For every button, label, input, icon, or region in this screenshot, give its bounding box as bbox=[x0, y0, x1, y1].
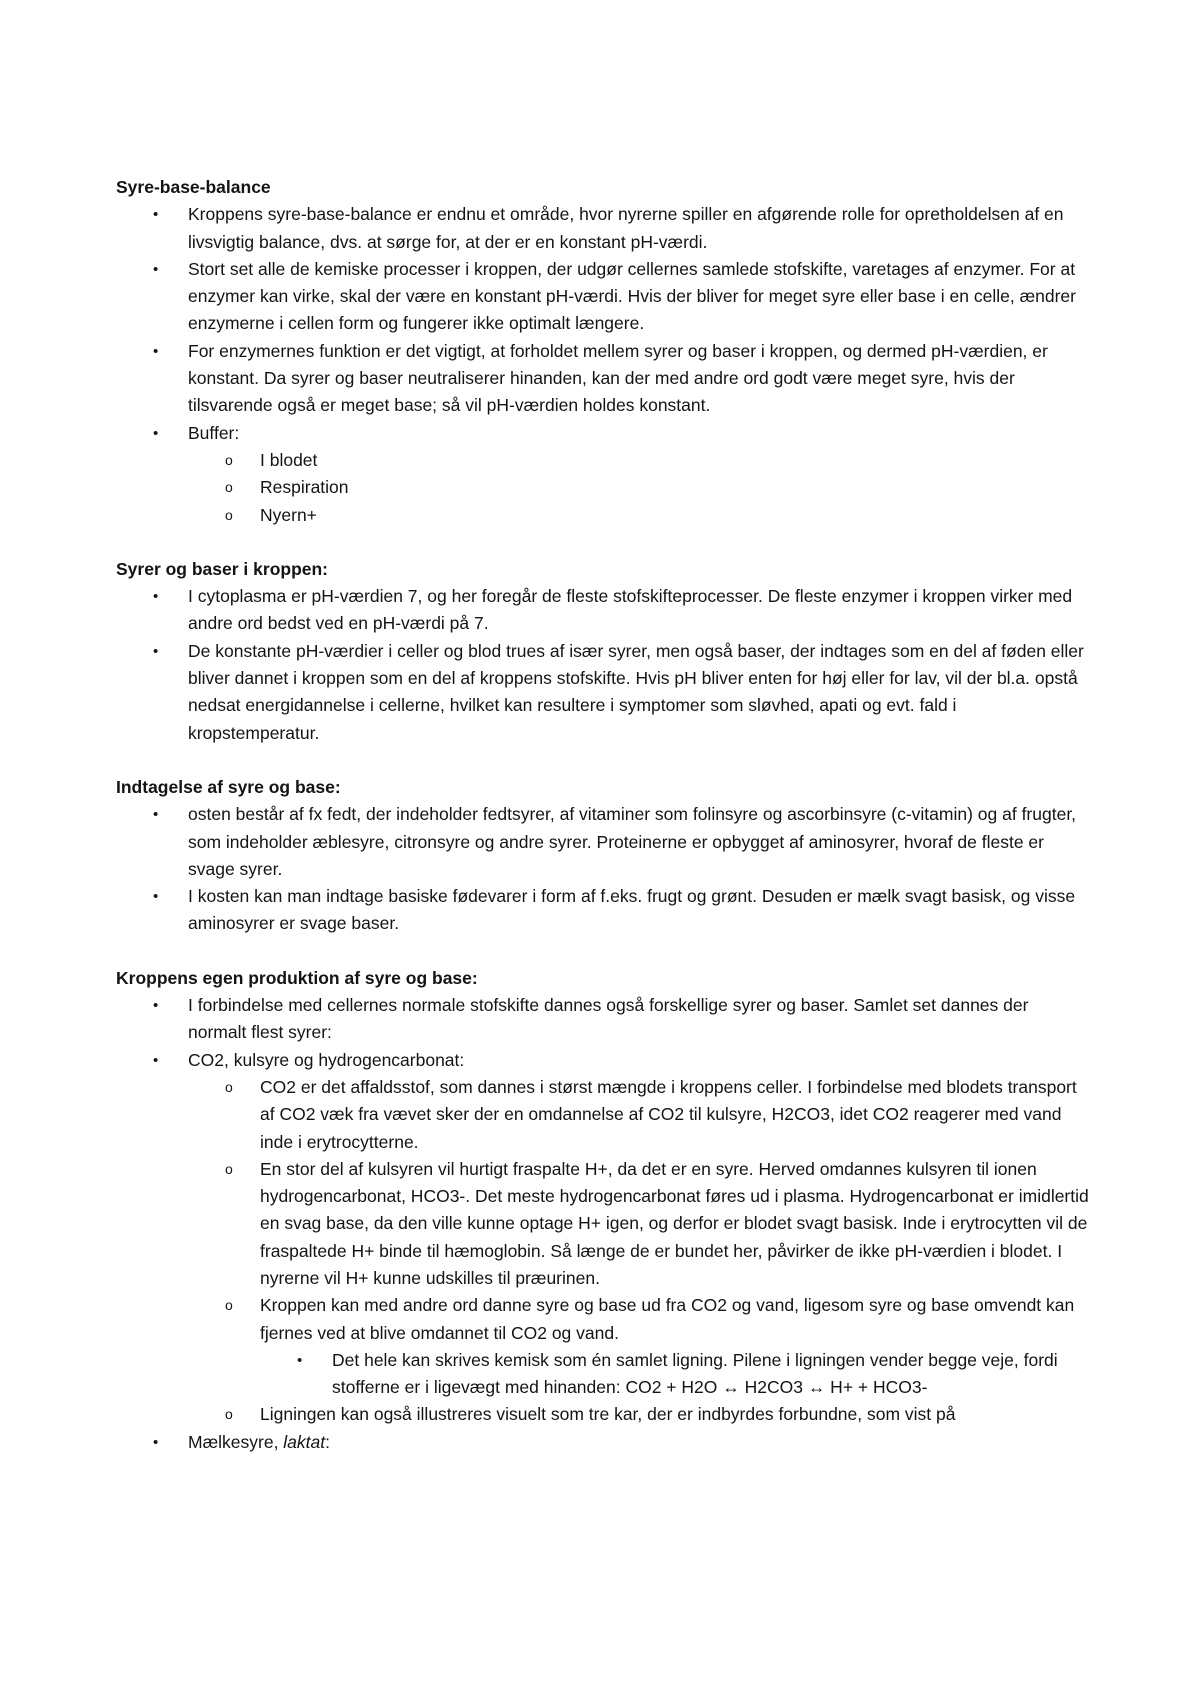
bullet-icon: • bbox=[153, 342, 159, 360]
sub-list-item bbox=[116, 1401, 1091, 1428]
bullet-icon: • bbox=[153, 260, 159, 278]
sub-list-item-text: Nyern+ bbox=[260, 504, 317, 525]
document-content bbox=[116, 174, 1091, 1483]
list-item bbox=[116, 1429, 1091, 1456]
section-syre-base-balance bbox=[116, 174, 1091, 529]
list-item bbox=[116, 583, 1091, 638]
sub-list bbox=[188, 1074, 1091, 1429]
sub-sub-list-item bbox=[116, 1347, 1091, 1402]
circle-bullet-icon: o bbox=[225, 479, 233, 496]
circle-bullet-icon: o bbox=[225, 1297, 233, 1314]
bullet-list bbox=[116, 801, 1091, 937]
square-bullet-icon: • bbox=[297, 1351, 303, 1369]
list-item bbox=[116, 1047, 1091, 1429]
bullet-icon: • bbox=[153, 1433, 159, 1451]
list-item-text: De konstante pH-værdier i celler og blod trues af især syrer, men også baser, der indtages som en del af føden eller bliver dannet i kroppen som en del af kroppens stofskifte. Hvis pH bliver enten for høj eller for lav, vil der bl.a. opstå nedsat energidannelse i cellerne, hvilket kan resultere i symptomer som sløvhed, apati og evt. fald i kropstemperatur. bbox=[188, 640, 1084, 743]
list-item bbox=[116, 883, 1091, 938]
sub-list-item bbox=[116, 474, 1091, 501]
sub-list-item-text: Ligningen kan også illustreres visuelt som tre kar, der er indbyrdes forbundne, som vist på bbox=[260, 1404, 956, 1425]
sub-list bbox=[188, 447, 1091, 529]
list-item-text: I cytoplasma er pH-værdien 7, og her foregår de fleste stofskifteprocesser. De fleste enzymer i kroppen virker med andre ord bedst ved en pH-værdi på 7. bbox=[188, 586, 1073, 634]
section-egen-produktion bbox=[116, 965, 1091, 1456]
list-item-text: CO2, kulsyre og hydrogencarbonat: bbox=[188, 1049, 465, 1070]
sub-list-item bbox=[116, 1074, 1091, 1156]
bullet-icon: • bbox=[153, 806, 159, 824]
section-heading: Kroppens egen produktion af syre og base: bbox=[116, 967, 478, 988]
list-item bbox=[116, 992, 1091, 1047]
list-item-text: For enzymernes funktion er det vigtigt, at forholdet mellem syrer og baser i kroppen, og dermed pH-værdien, er konstant. Da syrer og baser neutraliserer hinanden, kan der med andre ord godt være meget syre, hvis der tilsvarende også er meget base; så vil pH-værdien holdes konstant. bbox=[188, 340, 1048, 416]
list-item bbox=[116, 420, 1091, 529]
list-item bbox=[116, 256, 1091, 338]
sub-list-item-text: Kroppen kan med andre ord danne syre og base ud fra CO2 og vand, ligesom syre og base omvendt kan fjernes ved at blive omdannet til CO2 og vand. bbox=[260, 1295, 1075, 1343]
equation-text: Det hele kan skrives kemisk som én samlet ligning. Pilene i ligningen vender begge veje, fordi stofferne er i ligevægt med hinanden: CO2 + H2O ↔ H2CO3 ↔ H+ + HCO3- bbox=[332, 1349, 1058, 1398]
section-syrer-og-baser bbox=[116, 556, 1091, 747]
bullet-icon: • bbox=[153, 588, 159, 606]
bullet-icon: • bbox=[153, 642, 159, 660]
list-item bbox=[116, 201, 1091, 256]
list-item-text: I forbindelse med cellernes normale stofskifte dannes også forskellige syrer og baser. Samlet set dannes der normalt flest syrer: bbox=[188, 995, 1029, 1043]
list-item bbox=[116, 638, 1091, 747]
sub-list-item bbox=[116, 1156, 1091, 1292]
sub-sub-list bbox=[260, 1347, 1091, 1402]
sub-list-item-text: Respiration bbox=[260, 477, 349, 498]
circle-bullet-icon: o bbox=[225, 1406, 233, 1423]
sub-list-item-text: En stor del af kulsyren vil hurtigt fraspalte H+, da det er en syre. Herved omdannes kulsyren til ionen hydrogencarbonat, HCO3-. Det meste hydrogencarbonat føres ud i plasma. Hydrogencarbonat er imidlertid en svag base, da den ville kunne optage H+ igen, og derfor er blodet svagt basisk. Inde i erytrocytten vil de fraspaltede H+ binde til hæmoglobin. Så længe de er bundet her, påvirker de ikke pH-værdien i blodet. I nyrerne vil H+ kunne udskilles til præurinen. bbox=[260, 1158, 1089, 1288]
list-item-text: Buffer: bbox=[188, 422, 240, 443]
list-item-text: Kroppens syre-base-balance er endnu et område, hvor nyrerne spiller en afgørende rolle for opretholdelsen af en livsvigtig balance, dvs. at sørge for, at der er en konstant pH-værdi. bbox=[188, 204, 1064, 252]
list-item bbox=[116, 338, 1091, 420]
list-item bbox=[116, 801, 1091, 883]
bullet-icon: • bbox=[153, 997, 159, 1015]
list-item-text: I kosten kan man indtage basiske fødevarer i form af f.eks. frugt og grønt. Desuden er mælk svagt basisk, og visse aminosyrer er svage baser. bbox=[188, 886, 1076, 934]
sub-list-item bbox=[116, 1292, 1091, 1401]
bullet-list bbox=[116, 201, 1091, 529]
circle-bullet-icon: o bbox=[225, 1078, 233, 1095]
list-item-text: Stort set alle de kemiske processer i kroppen, der udgør cellernes samlede stofskifte, varetages af enzymer. For at enzymer kan virke, skal der være en konstant pH-værdi. Hvis der bliver for meget syre eller base i en celle, ændrer enzymerne i cellen form og fungerer ikke optimalt længere. bbox=[188, 258, 1076, 334]
bullet-icon: • bbox=[153, 424, 159, 442]
sub-list-item bbox=[116, 502, 1091, 529]
bullet-icon: • bbox=[153, 888, 159, 906]
list-item-text: osten består af fx fedt, der indeholder fedtsyrer, af vitaminer som folinsyre og ascorbinsyre (c-vitamin) og af frugter, som indeholder æblesyre, citronsyre og andre syrer. Proteinerne er opbygget af aminosyrer, hvoraf de fleste er svage syrer. bbox=[188, 804, 1077, 879]
circle-bullet-icon: o bbox=[225, 506, 233, 523]
bullet-list bbox=[116, 992, 1091, 1456]
bullet-icon: • bbox=[153, 206, 159, 224]
section-heading: Syre-base-balance bbox=[116, 177, 271, 197]
circle-bullet-icon: o bbox=[225, 451, 233, 468]
lactate-italic: laktat bbox=[283, 1431, 326, 1452]
section-indtagelse bbox=[116, 774, 1091, 938]
lactate-suffix: : bbox=[325, 1431, 330, 1452]
lactate-prefix: Mælkesyre, bbox=[188, 1431, 284, 1452]
bullet-list bbox=[116, 583, 1091, 747]
sub-list-item bbox=[116, 447, 1091, 474]
section-heading: Syrer og baser i kroppen: bbox=[116, 558, 329, 579]
circle-bullet-icon: o bbox=[225, 1160, 233, 1177]
section-heading: Indtagelse af syre og base: bbox=[116, 776, 341, 797]
bullet-icon: • bbox=[153, 1051, 159, 1069]
sub-list-item-text: I blodet bbox=[260, 449, 318, 470]
sub-list-item-text: CO2 er det affaldsstof, som dannes i størst mængde i kroppens celler. I forbindelse med blodets transport af CO2 væk fra vævet sker der en omdannelse af CO2 til kulsyre, H2CO3, idet CO2 reagerer med vand inde i erytrocytterne. bbox=[260, 1076, 1077, 1152]
